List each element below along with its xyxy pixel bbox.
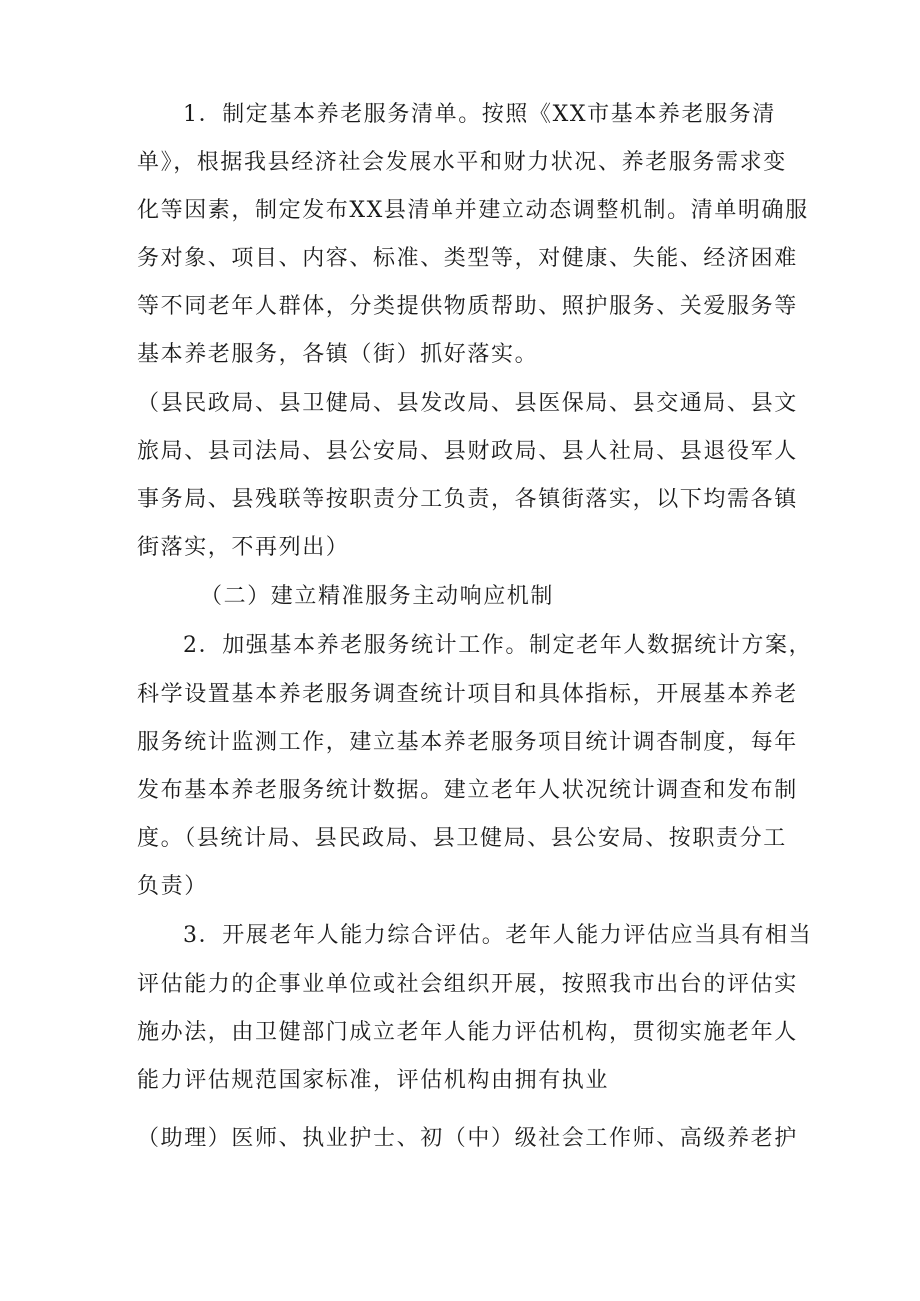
item1-line-6: 基本养老服务，各镇（街）抓好落实。 xyxy=(137,342,539,367)
item2-line-2: 科学设置基本养老服务调查统计项目和具体指标，开展基本养老 xyxy=(137,682,798,707)
item3-line-1: 3．开展老年人能力综合评估。老年人能力评估应当具有相当 xyxy=(183,923,813,948)
item2-line-4: 发布基本养老服务统计数据。建立老年人状况统计调查和发布制 xyxy=(137,778,798,803)
item3-line-2: 评估能力的企事业单位或社会组织开展，按照我市出台的评估实 xyxy=(137,972,798,997)
item1-line-4: 务对象、项目、内容、标准、类型等，对健康、失能、经济困难 xyxy=(137,246,798,271)
item2-line-6: 负责） xyxy=(137,874,208,899)
item2-line-5: 度。（县统计局、县民政局、县卫健局、县公安局、按职责分工 xyxy=(137,826,787,851)
item1-responsible-line-2: 旅局、县司法局、县公安局、县财政局、县人社局、县退役军人 xyxy=(137,439,798,464)
item3-line-4: 能力评估规范国家标准，评估机构由拥有执业 xyxy=(137,1068,610,1093)
item1-line-5: 等不同老年人群体，分类提供物质帮助、照护服务、关爱服务等 xyxy=(137,294,798,319)
item1-responsible-line-3: 事务局、县残联等按职责分工负责，各镇街落实，以下均需各镇 xyxy=(137,487,798,512)
item1-line-3: 化等因素，制定发布XX县清单并建立动态调整机制。清单明确服 xyxy=(137,198,809,223)
item1-responsible-line-4: 街落实，不再列出） xyxy=(137,535,350,560)
item3-line-3: 施办法，由卫健部门成立老年人能力评估机构，贯彻实施老年人 xyxy=(137,1020,798,1045)
item1-responsible-line-1: （县民政局、县卫健局、县发改局、县医保局、县交通局、县文 xyxy=(137,391,798,416)
item3-continuation-line: （助理）医师、执业护士、初（中）级社会工作师、高级养老护 xyxy=(137,1126,798,1151)
item1-line-2: 单》，根据我县经济社会发展水平和财力状况、养老服务需求变 xyxy=(137,150,787,175)
item2-line-3: 服务统计监测工作，建立基本养老服务项目统计调杳制度，每年 xyxy=(137,730,798,755)
section2-heading: （二）建立精准服务主动响应机制 xyxy=(200,584,555,609)
item1-line-1: 1．制定基本养老服务清单。按照《XX市基本养老服务清 xyxy=(183,102,776,127)
item2-line-1: 2．加强基本养老服务统计工作。制定老年人数据统计方案， xyxy=(183,633,813,658)
